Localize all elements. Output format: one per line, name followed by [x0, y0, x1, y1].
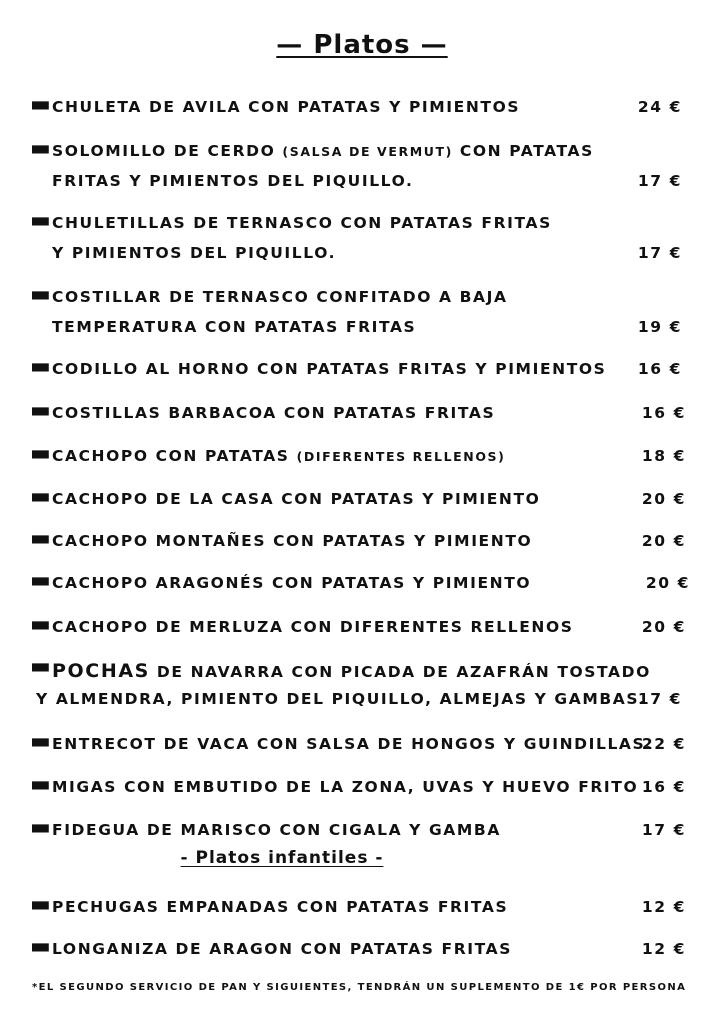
menu-item-name: CACHOPO DE LA CASA CON PATATAS Y PIMIENTO: [52, 490, 541, 508]
bullet-marker: ▬: [30, 526, 53, 551]
menu-item-continuation: [0, 318, 724, 340]
menu-item-price: 12 €: [641, 940, 686, 958]
bullet-marker: ▬: [30, 892, 53, 917]
menu-item-price: 20 €: [645, 574, 690, 592]
menu-item: [0, 526, 724, 554]
menu-item-price: 16 €: [637, 360, 682, 378]
menu-item-name: CACHOPO DE MERLUZA CON DIFERENTES RELLENOS: [52, 618, 574, 636]
menu-item-name: CODILLO AL HORNO CON PATATAS FRITAS Y PIMIENTOS: [52, 360, 607, 378]
bullet-marker: ▬: [30, 612, 53, 637]
menu-item-price: 17 €: [637, 244, 682, 262]
menu-item: [0, 654, 724, 682]
menu-item-price: 16 €: [641, 778, 686, 796]
menu-item-price: 20 €: [641, 532, 686, 550]
bullet-marker: ▬: [30, 354, 53, 379]
bullet-marker: ▬: [30, 568, 53, 593]
menu-item: [0, 729, 724, 757]
menu-item-name: COSTILLAR DE TERNASCO CONFITADO A BAJA: [52, 288, 508, 306]
menu-item-name: SOLOMILLO DE CERDO (SALSA DE VERMUT) CON PATATAS: [52, 142, 594, 160]
menu-item-price: 24 €: [637, 98, 682, 116]
menu-item-name: COSTILLAS BARBACOA CON PATATAS FRITAS: [52, 404, 496, 422]
kids-section-title: - Platos infantiles -: [180, 848, 384, 868]
menu-item-price: 17 €: [641, 821, 686, 839]
menu-item: [0, 136, 724, 164]
menu-item-price: 16 €: [641, 404, 686, 422]
menu-item-name: CACHOPO CON PATATAS (DIFERENTES RELLENOS): [52, 447, 506, 465]
bullet-marker: ▬: [30, 815, 53, 840]
bullet-marker: ▬: [30, 282, 53, 307]
menu-item-price: 20 €: [641, 618, 686, 636]
page-title: — Platos —: [276, 30, 448, 60]
menu-item-continuation: [0, 690, 724, 712]
menu-item: [0, 484, 724, 512]
menu-item-price: 17 €: [637, 172, 682, 190]
menu-item: [0, 354, 724, 382]
menu-item-continuation: [0, 172, 724, 194]
menu-item-name: POCHAS DE NAVARRA CON PICADA DE AZAFRÁN TOSTADO: [52, 660, 651, 682]
bullet-marker: ▬: [30, 654, 53, 679]
menu-item-name: MIGAS CON EMBUTIDO DE LA ZONA, UVAS Y HUEVO FRITO: [52, 778, 639, 796]
menu-item: [0, 208, 724, 236]
menu-item: [0, 441, 724, 469]
menu-item-name: CHULETILLAS DE TERNASCO CON PATATAS FRITAS: [52, 214, 552, 232]
bullet-marker: ▬: [30, 136, 53, 161]
menu-item-price: 12 €: [641, 898, 686, 916]
menu-item: [0, 892, 724, 920]
bullet-marker: ▬: [30, 441, 53, 466]
menu-item-name: CACHOPO MONTAÑES CON PATATAS Y PIMIENTO: [52, 532, 533, 550]
menu-item-name: LONGANIZA DE ARAGON CON PATATAS FRITAS: [52, 940, 512, 958]
menu-item-name: CACHOPO ARAGONÉS CON PATATAS Y PIMIENTO: [52, 574, 532, 592]
bullet-marker: ▬: [30, 934, 53, 959]
bullet-marker: ▬: [30, 484, 53, 509]
menu-item-name: FIDEGUA DE MARISCO CON CIGALA Y GAMBA: [52, 821, 501, 839]
menu-item-price: 22 €: [641, 735, 686, 753]
menu-item-name: Y PIMIENTOS DEL PIQUILLO.: [52, 244, 337, 262]
menu-item-name: CHULETA DE AVILA CON PATATAS Y PIMIENTOS: [52, 98, 521, 116]
menu-item: [0, 815, 724, 843]
menu-item-price: 20 €: [641, 490, 686, 508]
menu-item: [0, 772, 724, 800]
menu-item: [0, 934, 724, 962]
menu-item-price: 18 €: [641, 447, 686, 465]
bullet-marker: ▬: [30, 398, 53, 423]
menu-item-name: PECHUGAS EMPANADAS CON PATATAS FRITAS: [52, 898, 509, 916]
menu-item-name: Y ALMENDRA, PIMIENTO DEL PIQUILLO, ALMEJAS Y GAMBAS.: [36, 690, 647, 708]
bullet-marker: ▬: [30, 92, 53, 117]
menu-item-name: ENTRECOT DE VACA CON SALSA DE HONGOS Y GUINDILLAS.: [52, 735, 653, 753]
menu-item: [0, 92, 724, 120]
menu-item: [0, 568, 724, 596]
footnote: *EL SEGUNDO SERVICIO DE PAN Y SIGUIENTES, TENDRÁN UN SUPLEMENTO DE 1€ POR PERSONA: [32, 982, 687, 993]
menu-item-price: 19 €: [637, 318, 682, 336]
menu-item: [0, 612, 724, 640]
bullet-marker: ▬: [30, 729, 53, 754]
menu-item-name: TEMPERATURA CON PATATAS FRITAS: [52, 318, 417, 336]
menu-item: [0, 282, 724, 310]
bullet-marker: ▬: [30, 772, 53, 797]
bullet-marker: ▬: [30, 208, 53, 233]
menu-item: [0, 398, 724, 426]
menu-item-price: 17 €: [637, 690, 682, 708]
menu-item-continuation: [0, 244, 724, 266]
menu-item-name: FRITAS Y PIMIENTOS DEL PIQUILLO.: [52, 172, 414, 190]
